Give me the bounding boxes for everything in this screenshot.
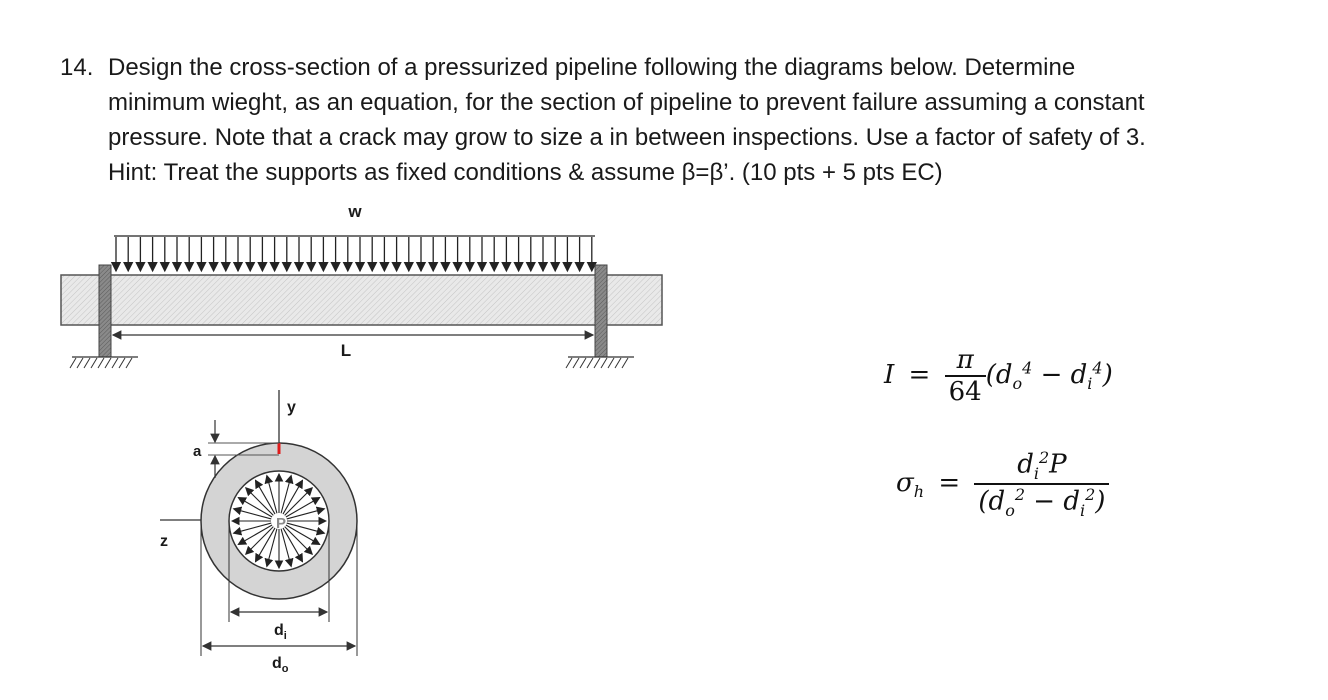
inner-diameter-label: $d_i$: [274, 622, 287, 642]
distributed-load-arrows: [114, 236, 595, 271]
beam: [61, 275, 662, 325]
load-label: w: [348, 202, 362, 221]
inertia-expression: $(d_o^4 - d_i^4)$: [985, 358, 1113, 394]
hoop-lhs: $\sigma_h$: [896, 467, 925, 502]
hoop-fraction: [974, 448, 1109, 520]
inertia-fraction: [945, 345, 986, 407]
y-axis-label: y: [287, 399, 296, 416]
problem-number: 14.: [60, 54, 94, 81]
inertia-lhs: I: [884, 360, 895, 390]
crack-label: a: [193, 443, 202, 460]
problem-line-3: pressure. Note that a crack may grow to size a in between inspections. Use a factor of safety of 3.: [108, 124, 1146, 151]
beam-diagram: [61, 202, 662, 368]
cross-section-diagram: [160, 390, 357, 675]
hoop-stress-equation: [896, 448, 1109, 520]
inertia-numerator: π: [956, 345, 974, 375]
length-label: L: [340, 341, 352, 360]
problem-line-2: minimum wieght, as an equation, for the section of pipeline to prevent failure assuming a constant: [108, 89, 1145, 116]
hoop-equals: =: [938, 467, 961, 498]
z-axis-label: z: [160, 533, 168, 550]
pressure-label: P: [276, 515, 287, 532]
hoop-numerator: $d_i^2P$: [1017, 448, 1067, 483]
problem-line-4: Hint: Treat the supports as fixed conditions & assume β=β’. (10 pts + 5 pts EC): [108, 159, 943, 186]
hoop-denominator: $(d_o^2 - d_i^2)$: [974, 483, 1109, 520]
inertia-equals: =: [908, 360, 931, 390]
moment-of-inertia-equation: [884, 345, 1113, 407]
problem-line-1: Design the cross-section of a pressurized pipeline following the diagrams below. Determine: [108, 54, 1076, 81]
inertia-denominator: 64: [945, 375, 986, 407]
outer-diameter-label: $d_o$: [272, 655, 289, 675]
